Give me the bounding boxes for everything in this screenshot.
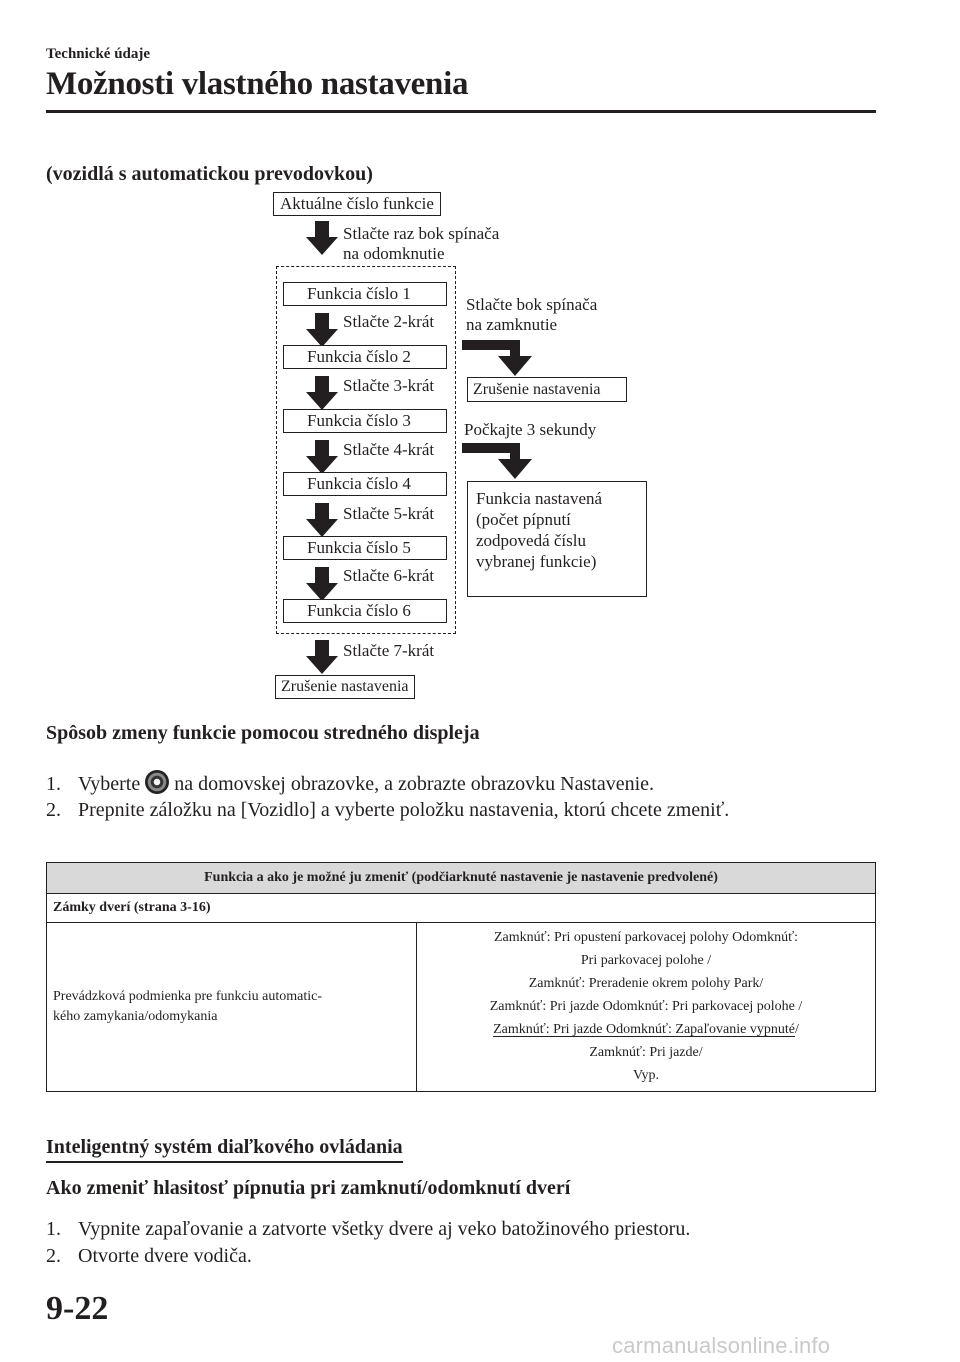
beep-step-2-number: 2. [46, 1245, 61, 1267]
bent-arrow-icon [462, 340, 542, 376]
press-unlock-line1: Stlačte raz bok spínača [343, 224, 500, 243]
page-number: 9-22 [46, 1290, 109, 1327]
title-divider [46, 110, 876, 113]
current-function-box: Aktuálne číslo funkcie [273, 192, 441, 216]
display-method-heading: Spôsob zmeny funkcie pomocou stredného displeja [46, 722, 480, 744]
step-1-number: 1. [46, 773, 61, 795]
section-label: Technické údaje [46, 46, 151, 62]
option-default-line [423, 1018, 869, 1041]
down-arrow-icon [306, 503, 338, 537]
press-4-label: Stlačte 4-krát [343, 440, 435, 459]
function-set-line1: Funkcia nastavená [476, 489, 603, 508]
function-set-line4: vybranej funkcie) [476, 552, 597, 571]
table-header: Funkcia a ako je možné ju zmeniť (podčiarknuté nastavenie je nastavenie predvolené) [47, 863, 876, 894]
function-set-line3: zodpovedá číslu [476, 531, 586, 550]
option-line3: Zamknúť: Preradenie okrem polohy Park/ [528, 976, 764, 991]
smart-keyless-heading: Inteligentný systém diaľkového ovládania [46, 1136, 403, 1163]
table-section-row: Zámky dverí (strana 3-16) [47, 894, 876, 923]
press-7-label: Stlačte 7-krát [343, 641, 435, 660]
option-default-separator: / [794, 1022, 799, 1037]
step-2 [46, 798, 729, 822]
beep-volume-heading: Ako zmeniť hlasitosť pípnutia pri zamknutí/odomknutí dverí [46, 1177, 571, 1199]
step-1-pre: Vyberte [78, 773, 141, 795]
wait-label: Počkajte 3 sekundy [464, 420, 597, 439]
press-2-label: Stlačte 2-krát [343, 312, 435, 331]
option-line4: Zamknúť: Pri jazde Odomknúť: Pri parkovacej polohe / [489, 999, 803, 1014]
transmission-subheading: (vozidlá s automatickou prevodovkou) [46, 163, 373, 185]
down-arrow-icon [306, 221, 338, 255]
option-line7: Vyp. [632, 1068, 660, 1083]
beep-step-1-number: 1. [46, 1218, 61, 1240]
press-lock-line2: na zamknutie [466, 315, 558, 334]
page-title: Možnosti vlastného nastavenia [46, 66, 469, 102]
function-box-5: Funkcia číslo 5 [283, 536, 447, 560]
beep-step-1-text: Vypnite zapaľovanie a zatvorte všetky dvere aj veko batožinového priestoru. [78, 1218, 691, 1240]
cancel-setting-box-right: Zrušenie nastavenia [467, 377, 627, 402]
beep-step-2-text: Otvorte dvere vodiča. [78, 1245, 252, 1267]
option-line2: Pri parkovacej polohe / [580, 953, 712, 968]
function-table [46, 862, 876, 1092]
function-box-1: Funkcia číslo 1 [283, 282, 447, 306]
beep-step-2 [46, 1244, 252, 1268]
watermark: carmanualsonline.info [612, 1333, 831, 1358]
option-line1: Zamknúť: Pri opustení parkovacej polohy Odomknúť: [494, 930, 798, 945]
step-2-text: Prepnite záložku na [Vozidlo] a vyberte položku nastavenia, ktorú chcete zmeniť. [78, 799, 730, 821]
press-5-label: Stlačte 5-krát [343, 504, 435, 523]
condition-line1: Prevádzková podmienka pre funkciu automatic- [53, 989, 323, 1004]
step-1 [46, 770, 654, 796]
bent-arrow-icon [462, 443, 542, 479]
option-default: Zamknúť: Pri jazde Odomknúť: Zapaľovanie vypnuté [493, 1022, 795, 1037]
down-arrow-icon [306, 440, 338, 474]
cancel-setting-box-bottom: Zrušenie nastavenia [275, 675, 415, 699]
press-6-label: Stlačte 6-krát [343, 566, 435, 585]
step-2-number: 2. [46, 799, 61, 821]
function-set-box [467, 481, 647, 597]
settings-gear-icon [145, 770, 169, 794]
down-arrow-icon [306, 640, 338, 674]
press-3-label: Stlačte 3-krát [343, 376, 435, 395]
beep-step-1 [46, 1217, 690, 1241]
function-box-2: Funkcia číslo 2 [283, 345, 447, 369]
table-row [47, 923, 876, 1092]
press-lock-line1: Stlačte bok spínača [466, 295, 598, 314]
condition-cell [47, 923, 417, 1092]
function-box-3: Funkcia číslo 3 [283, 409, 447, 433]
function-box-6: Funkcia číslo 6 [283, 599, 447, 623]
down-arrow-icon [306, 567, 338, 601]
press-unlock-line2: na odomknutie [343, 244, 445, 263]
down-arrow-icon [306, 313, 338, 347]
step-1-post: na domovskej obrazovke, a zobrazte obrazovku Nastavenie. [174, 773, 655, 795]
options-cell [417, 923, 876, 1092]
function-box-4: Funkcia číslo 4 [283, 472, 447, 496]
function-set-line2: (počet pípnutí [476, 510, 571, 529]
option-line6: Zamknúť: Pri jazde/ [589, 1045, 703, 1060]
down-arrow-icon [306, 376, 338, 410]
condition-line2: kého zamykania/odomykania [53, 1009, 218, 1024]
